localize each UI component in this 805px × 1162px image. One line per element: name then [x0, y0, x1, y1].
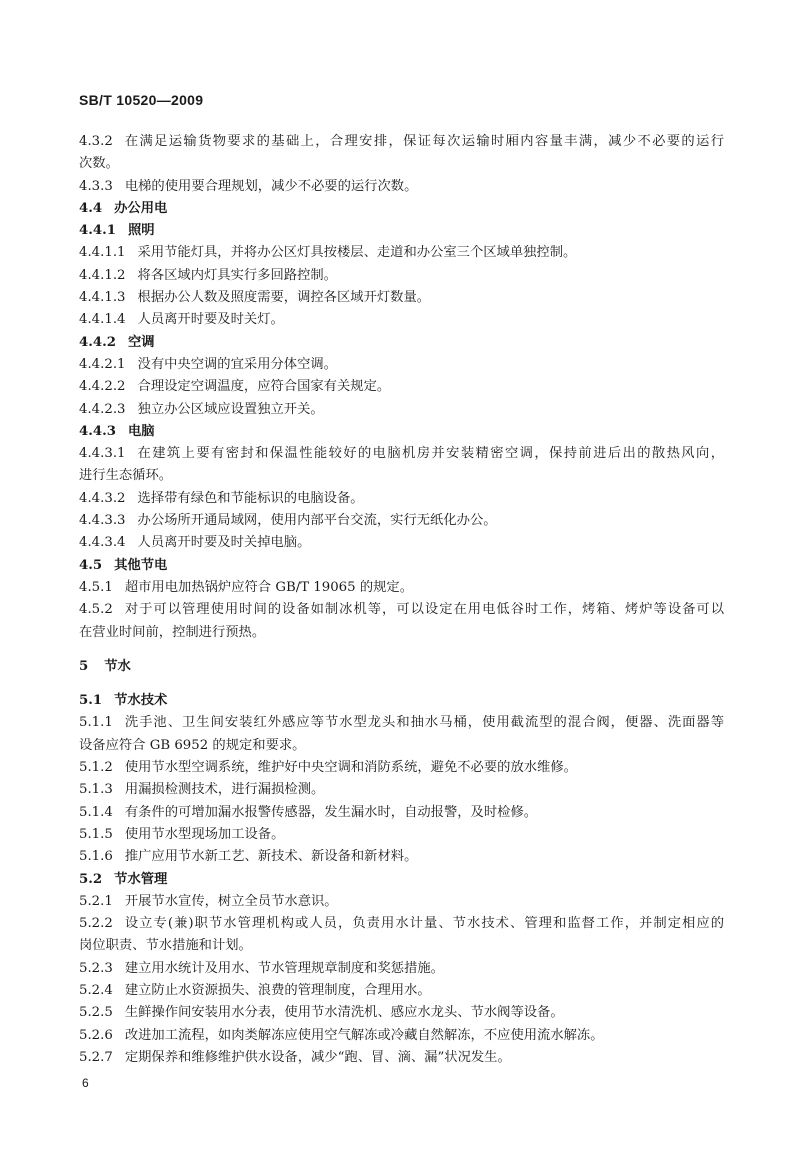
clause-text: 在满足运输货物要求的基础上，合理安排，保证每次运输时厢内容量丰满，减少不必要的运行: [124, 134, 724, 149]
clause-text: 人员离开时要及时关灯。: [137, 312, 284, 328]
clause-line: [79, 577, 724, 599]
clause-text: 改进加工流程，如肉类解冻应使用空气解冻或冷藏自然解冻，不应使用流水解冻。: [124, 1027, 604, 1043]
clause-text: 根据办公人数及照度需要，调控各区域开灯数量。: [137, 290, 431, 306]
clause-text: 定期保养和维修维护供水设备，减少“跑、冒、滴、漏”状况发生。: [124, 1049, 511, 1065]
clause-text: 办公场所开通局域网，使用内部平台交流，实行无纸化办公。: [137, 513, 497, 529]
clause-text: 电梯的使用要合理规划，减少不必要的运行次数。: [124, 178, 418, 194]
clause-number: 4.4: [79, 200, 103, 216]
clause-number: 5.2.6: [79, 1027, 113, 1043]
clause-number: 4.4.1.2: [79, 267, 126, 283]
section-heading: [79, 198, 724, 220]
clause-number: 5.1.4: [79, 804, 113, 820]
clause-line: [79, 265, 724, 287]
clause-text: 使用节水型现场加工设备。: [124, 826, 285, 842]
clause-number: 4.4.2.1: [79, 356, 126, 372]
clause-line: [79, 443, 724, 465]
clause-line: [79, 980, 724, 1002]
clause-line: [79, 488, 724, 510]
clause-number: 5.2.2: [79, 916, 113, 932]
clause-line: [79, 712, 724, 734]
clause-number: 5.1.6: [79, 849, 113, 865]
clause-text: 有条件的可增加漏水报警传感器，发生漏水时，自动报警，及时检修。: [124, 804, 538, 820]
clause-number: 5.2.1: [79, 893, 113, 909]
clause-number: 5.2.3: [79, 960, 113, 976]
clause-number: 5.2: [79, 871, 103, 887]
clause-line: [79, 1002, 724, 1024]
clause-line: [79, 802, 724, 824]
clause-number: 4.4.1.3: [79, 290, 126, 306]
clause-text: 办公用电: [114, 200, 168, 216]
clause-number: 4.4.3.1: [79, 446, 126, 462]
clause-text: 在营业时间前，控制进行预热。: [79, 624, 266, 640]
clause-line: [79, 376, 724, 398]
clause-line: [79, 622, 724, 644]
clause-line: [79, 242, 724, 264]
clause-text: 独立办公区域应设置独立开关。: [137, 401, 324, 417]
clause-line: [79, 958, 724, 980]
clause-text: 用漏损检测技术，进行漏损检测。: [124, 782, 325, 798]
clause-line: [79, 757, 724, 779]
clause-line: [79, 309, 724, 331]
clause-text: 推广应用节水新工艺、新技术、新设备和新材料。: [124, 849, 418, 865]
clause-text: 其他节电: [114, 557, 168, 573]
clause-number: 4.4.1: [79, 223, 117, 239]
clause-line: [79, 824, 724, 846]
clause-text: 设备应符合 GB 6952 的规定和要求。: [79, 737, 306, 753]
clause-text: 没有中央空调的宜采用分体空调。: [137, 356, 337, 372]
clause-text: 空调: [128, 334, 155, 350]
clause-number: 4.4.1.1: [79, 245, 126, 261]
section-heading: [79, 332, 724, 354]
clause-number: 5.2.4: [79, 982, 113, 998]
clause-text: 节水技术: [114, 693, 168, 709]
clause-text: 开展节水宣传，树立全员节水意识。: [124, 893, 338, 909]
clause-text: 人员离开时要及时关掉电脑。: [137, 535, 311, 551]
clause-text: 使用节水型空调系统，维护好中央空调和消防系统，避免不必要的放水维修。: [124, 760, 577, 776]
clause-line: [79, 735, 724, 757]
clause-line: [79, 176, 724, 198]
clause-number: 4.4.3.3: [79, 513, 126, 529]
clause-line: [79, 354, 724, 376]
section-heading: [79, 555, 724, 577]
section-heading: [79, 220, 724, 242]
clause-line: [79, 1025, 724, 1047]
clause-number: 5.1.5: [79, 826, 113, 842]
clause-number: 4.4.2.2: [79, 379, 126, 395]
clause-text: 采用节能灯具，并将办公区灯具按楼层、走道和办公室三个区域单独控制。: [137, 245, 577, 261]
clause-line: [79, 465, 724, 487]
clause-number: 4.4.3: [79, 423, 117, 439]
clause-number: 4.4.3.4: [79, 535, 126, 551]
clause-text: 合理设定空调温度，应符合国家有关规定。: [137, 379, 391, 395]
chapter-heading: [79, 656, 724, 678]
clause-line: [79, 153, 724, 175]
clause-text: 生鲜操作间安装用水分表，使用节水清洗机、感应水龙头、节水阀等设备。: [124, 1005, 564, 1021]
clause-number: 5.2.5: [79, 1005, 113, 1021]
clause-text: 洗手池、卫生间安装红外感应等节水型龙头和抽水马桶，使用截流型的混合阀，便器、洗面器等: [124, 715, 724, 731]
clause-text: 将各区域内灯具实行多回路控制。: [137, 267, 337, 283]
clause-text: 设立专(兼)职节水管理机构或人员，负责用水计量、节水技术、管理和监督工作，并制定相应的: [124, 916, 724, 932]
clause-text: 建立用水统计及用水、节水管理规章制度和奖惩措施。: [124, 960, 444, 976]
clause-text: 进行生态循环。: [79, 468, 173, 484]
clause-line: [79, 399, 724, 421]
clause-number: 5.1.1: [79, 715, 113, 731]
clause-text: 照明: [128, 223, 155, 239]
clause-number: 4.5: [79, 557, 103, 573]
clause-number: 5.1.2: [79, 760, 113, 776]
clause-line: [79, 287, 724, 309]
clause-number: 5.2.7: [79, 1049, 113, 1065]
section-heading: [79, 690, 724, 712]
section-heading: [79, 869, 724, 891]
clause-number: 5.1: [79, 693, 103, 709]
clause-number: 4.3.2: [79, 134, 113, 149]
clause-text: 次数。: [79, 156, 119, 172]
section-heading: [79, 421, 724, 443]
clause-text: 选择带有绿色和节能标识的电脑设备。: [137, 490, 364, 506]
clause-text: 节水管理: [114, 871, 168, 887]
clause-number: 4.4.2: [79, 334, 117, 350]
clause-number: 4.4.3.2: [79, 490, 126, 506]
clause-number: 5: [79, 658, 89, 674]
clause-line: [79, 599, 724, 621]
clause-line: [79, 846, 724, 868]
clause-number: 5.1.3: [79, 782, 113, 798]
clause-line: [79, 532, 724, 554]
clause-number: 4.3.3: [79, 178, 113, 194]
clause-text: 超市用电加热锅炉应符合 GB/T 19065 的规定。: [124, 579, 414, 595]
clause-line: [79, 1047, 724, 1069]
clause-number: 4.5.1: [79, 579, 113, 595]
clause-line: [79, 913, 724, 935]
clause-line: [79, 131, 724, 153]
clause-text: 岗位职责、节水措施和计划。: [79, 938, 252, 954]
clause-number: 4.4.2.3: [79, 401, 126, 417]
clause-text: 对于可以管理使用时间的设备如制冰机等，可以设定在用电低谷时工作，烤箱、烤炉等设备可以: [124, 602, 724, 618]
clause-number: 4.5.2: [79, 602, 113, 618]
document-body: [79, 131, 724, 1069]
clause-number: 4.4.1.4: [79, 312, 126, 328]
clause-line: [79, 935, 724, 957]
clause-line: [79, 891, 724, 913]
clause-line: [79, 510, 724, 532]
clause-text: 在建筑上要有密封和保温性能较好的电脑机房并安装精密空调，保持前进后出的散热风向，: [137, 446, 724, 462]
clause-text: 节水: [104, 658, 131, 674]
standard-code-header: SB/T 10520—2009: [79, 92, 204, 108]
clause-text: 电脑: [128, 423, 155, 439]
page-number: 6: [82, 1076, 89, 1090]
clause-line: [79, 779, 724, 801]
clause-text: 建立防止水资源损失、浪费的管理制度，合理用水。: [124, 982, 431, 998]
